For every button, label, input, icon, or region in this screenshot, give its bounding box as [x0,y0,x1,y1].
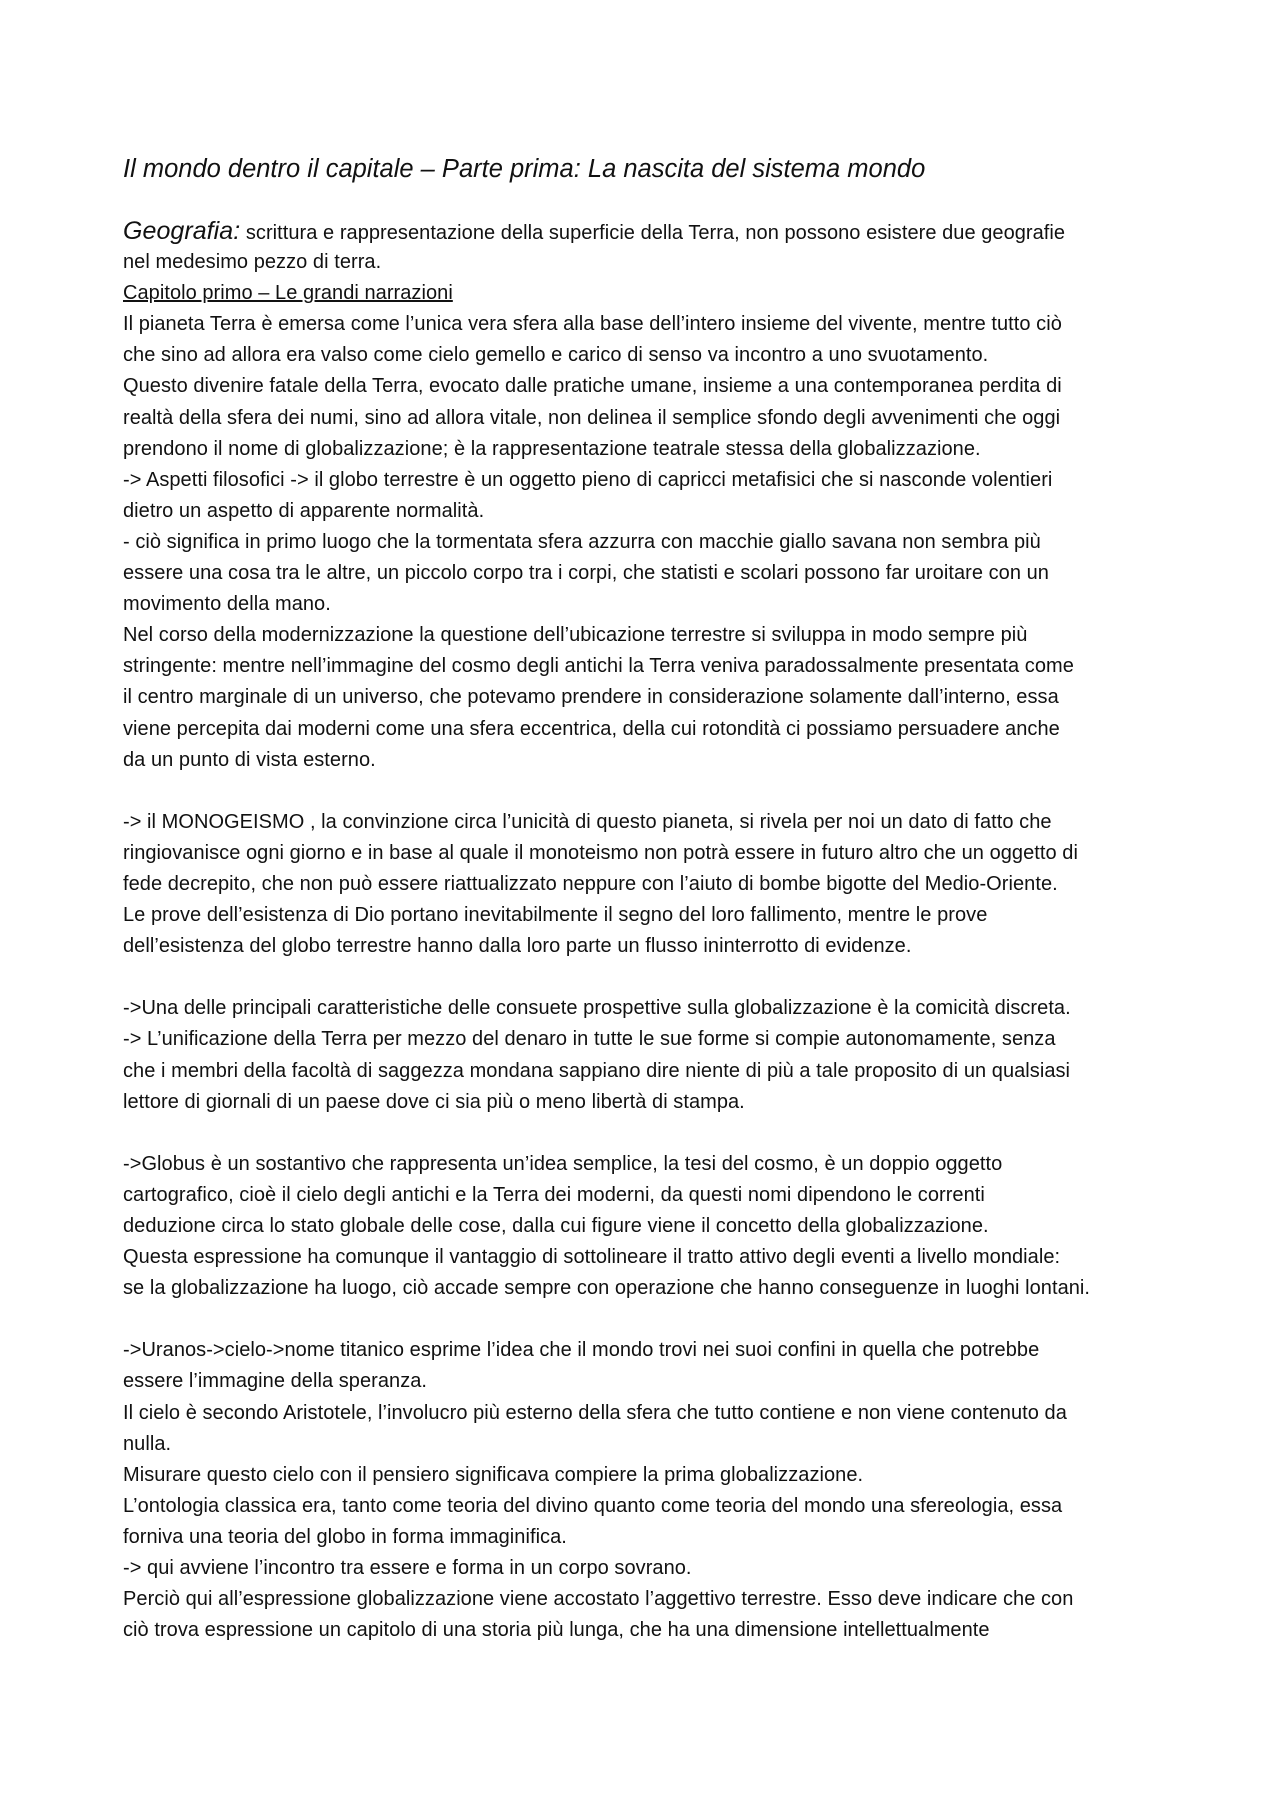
chapter-heading: Capitolo primo – Le grandi narrazioni [123,282,453,305]
paragraph [123,1335,1170,1646]
paragraph [123,807,1170,962]
text-line: dietro un aspetto di apparente normalità. [123,499,485,522]
text-line: -> Aspetti filosofici -> il globo terrestre è un oggetto pieno di capricci metafisici che si nasconde volentieri [123,468,1053,491]
text-line: deduzione circa lo stato globale delle cose, dalla cui figure viene il concetto della globalizzazione. [123,1215,989,1237]
paragraph [123,1149,1170,1304]
text-line: stringente: mentre nell’immagine del cosmo degli antichi la Terra veniva paradossalmente presentata come [123,655,1074,678]
paragraph [123,309,1170,775]
text-line: L’ontologia classica era, tanto come teoria del divino quanto come teoria del mondo una sfereologia, essa [123,1494,1063,1517]
paragraph-spacer [123,1118,1170,1149]
document-title: Il mondo dentro il capitale – Parte prima: La nascita del sistema mondo [123,155,926,183]
text-line: Il pianeta Terra è emersa come l’unica vera sfera alla base dell’intero insieme del vivente, mentre tutto ciò [123,313,1062,336]
definition-line [123,216,1170,247]
text-line: dell’esistenza del globo terrestre hanno dalla loro parte un flusso ininterrotto di evidenze. [123,935,912,958]
text-line: -> L’unificazione della Terra per mezzo del denaro in tutte le sue forme si compie autonomamente, senza [123,1028,1056,1051]
text-line: Questa espressione ha comunque il vantaggio di sottolineare il tratto attivo degli eventi a livello mondiale: [123,1246,1061,1269]
text-line: ringiovanisce ogni giorno e in base al quale il monoteismo non potrà essere in futuro altro che un oggetto di [123,841,1078,864]
text-line: Misurare questo cielo con il pensiero significava compiere la prima globalizzazione. [123,1463,864,1486]
text-line: prendono il nome di globalizzazione; è la rappresentazione teatrale stessa della globalizzazione. [123,437,981,460]
text-line: forniva una teoria del globo in forma immaginifica. [123,1525,567,1548]
text-line: viene percepita dai moderni come una sfera eccentrica, della cui rotondità ci possiamo persuadere anche [123,717,1060,740]
text-line: se la globalizzazione ha luogo, ciò accade sempre con operazione che hanno conseguenze in luoghi lontani. [123,1277,1091,1300]
text-line: essere una cosa tra le altre, un piccolo corpo tra i corpi, che statisti e scolari possono far uroitare con un [123,562,1049,585]
paragraph-spacer [123,1304,1170,1335]
text-line: che sino ad allora era valso come cielo gemello e carico di senso va incontro a uno svuotamento. [123,344,989,367]
text-line: che i membri della facoltà di saggezza mondana sappiano dire niente di più a tale proposito di un qualsiasi [123,1059,1071,1082]
definition-text: scrittura e rappresentazione della superficie della Terra, non possono esistere due geografie [240,222,1066,244]
text-line: nulla. [123,1432,172,1455]
text-line: Questo divenire fatale della Terra, evocato dalle pratiche umane, insieme a una contemporanea perdita di [123,375,1062,398]
text-line: -> qui avviene l’incontro tra essere e forma in un corpo sovrano. [123,1557,692,1580]
document-body [123,216,1170,1646]
text-line: fede decrepito, che non può essere riattualizzato neppure con l’aiuto di bombe bigotte del Medio-Oriente. [123,872,1058,895]
text-line: ->Uranos->cielo->nome titanico esprime l’idea che il mondo trovi nei suoi confini in quella che potrebbe [123,1339,1040,1362]
text-line: ciò trova espressione un capitolo di una storia più lunga, che ha una dimensione intellettualmente [123,1619,990,1642]
text-line: -> il MONOGEISMO , la convinzione circa l’unicità di questo pianeta, si rivela per noi un dato di fatto che [123,810,1052,833]
text-line: Il cielo è secondo Aristotele, l’involucro più esterno della sfera che tutto contiene e non viene contenuto da [123,1401,1067,1424]
paragraph-spacer [123,962,1170,993]
paragraph-spacer [123,776,1170,807]
text-line: ->Una delle principali caratteristiche delle consuete prospettive sulla globalizzazione è la comicità discreta. [123,997,1071,1020]
text-line: da un punto di vista esterno. [123,748,376,771]
definition-line-2: nel medesimo pezzo di terra. [123,251,382,274]
text-line: essere l’immagine della speranza. [123,1370,428,1393]
text-line: - ciò significa in primo luogo che la tormentata sfera azzurra con macchie giallo savana non sembra più [123,530,1041,553]
text-line: movimento della mano. [123,593,331,616]
text-line: Nel corso della modernizzazione la questione dell’ubicazione terrestre si sviluppa in modo sempre più [123,624,1028,647]
paragraph-list [123,309,1170,1646]
text-line: realtà della sfera dei numi, sino ad allora vitale, non delinea il semplice sfondo degli avvenimenti che oggi [123,406,1061,429]
definition-term: Geografia: [123,217,241,245]
text-line: cartografico, cioè il cielo degli antichi e la Terra dei moderni, da questi nomi dipendono le correnti [123,1183,985,1206]
text-line: Le prove dell’esistenza di Dio portano inevitabilmente il segno del loro fallimento, mentre le prove [123,904,988,927]
text-line: il centro marginale di un universo, che potevamo prendere in considerazione solamente dall’interno, essa [123,686,1059,709]
text-line: Perciò qui all’espressione globalizzazione viene accostato l’aggettivo terrestre. Esso deve indicare che con [123,1588,1074,1611]
text-line: lettore di giornali di un paese dove ci sia più o meno libertà di stampa. [123,1090,745,1113]
text-line: ->Globus è un sostantivo che rappresenta un’idea semplice, la tesi del cosmo, è un doppio oggetto [123,1152,1003,1175]
paragraph [123,993,1170,1117]
